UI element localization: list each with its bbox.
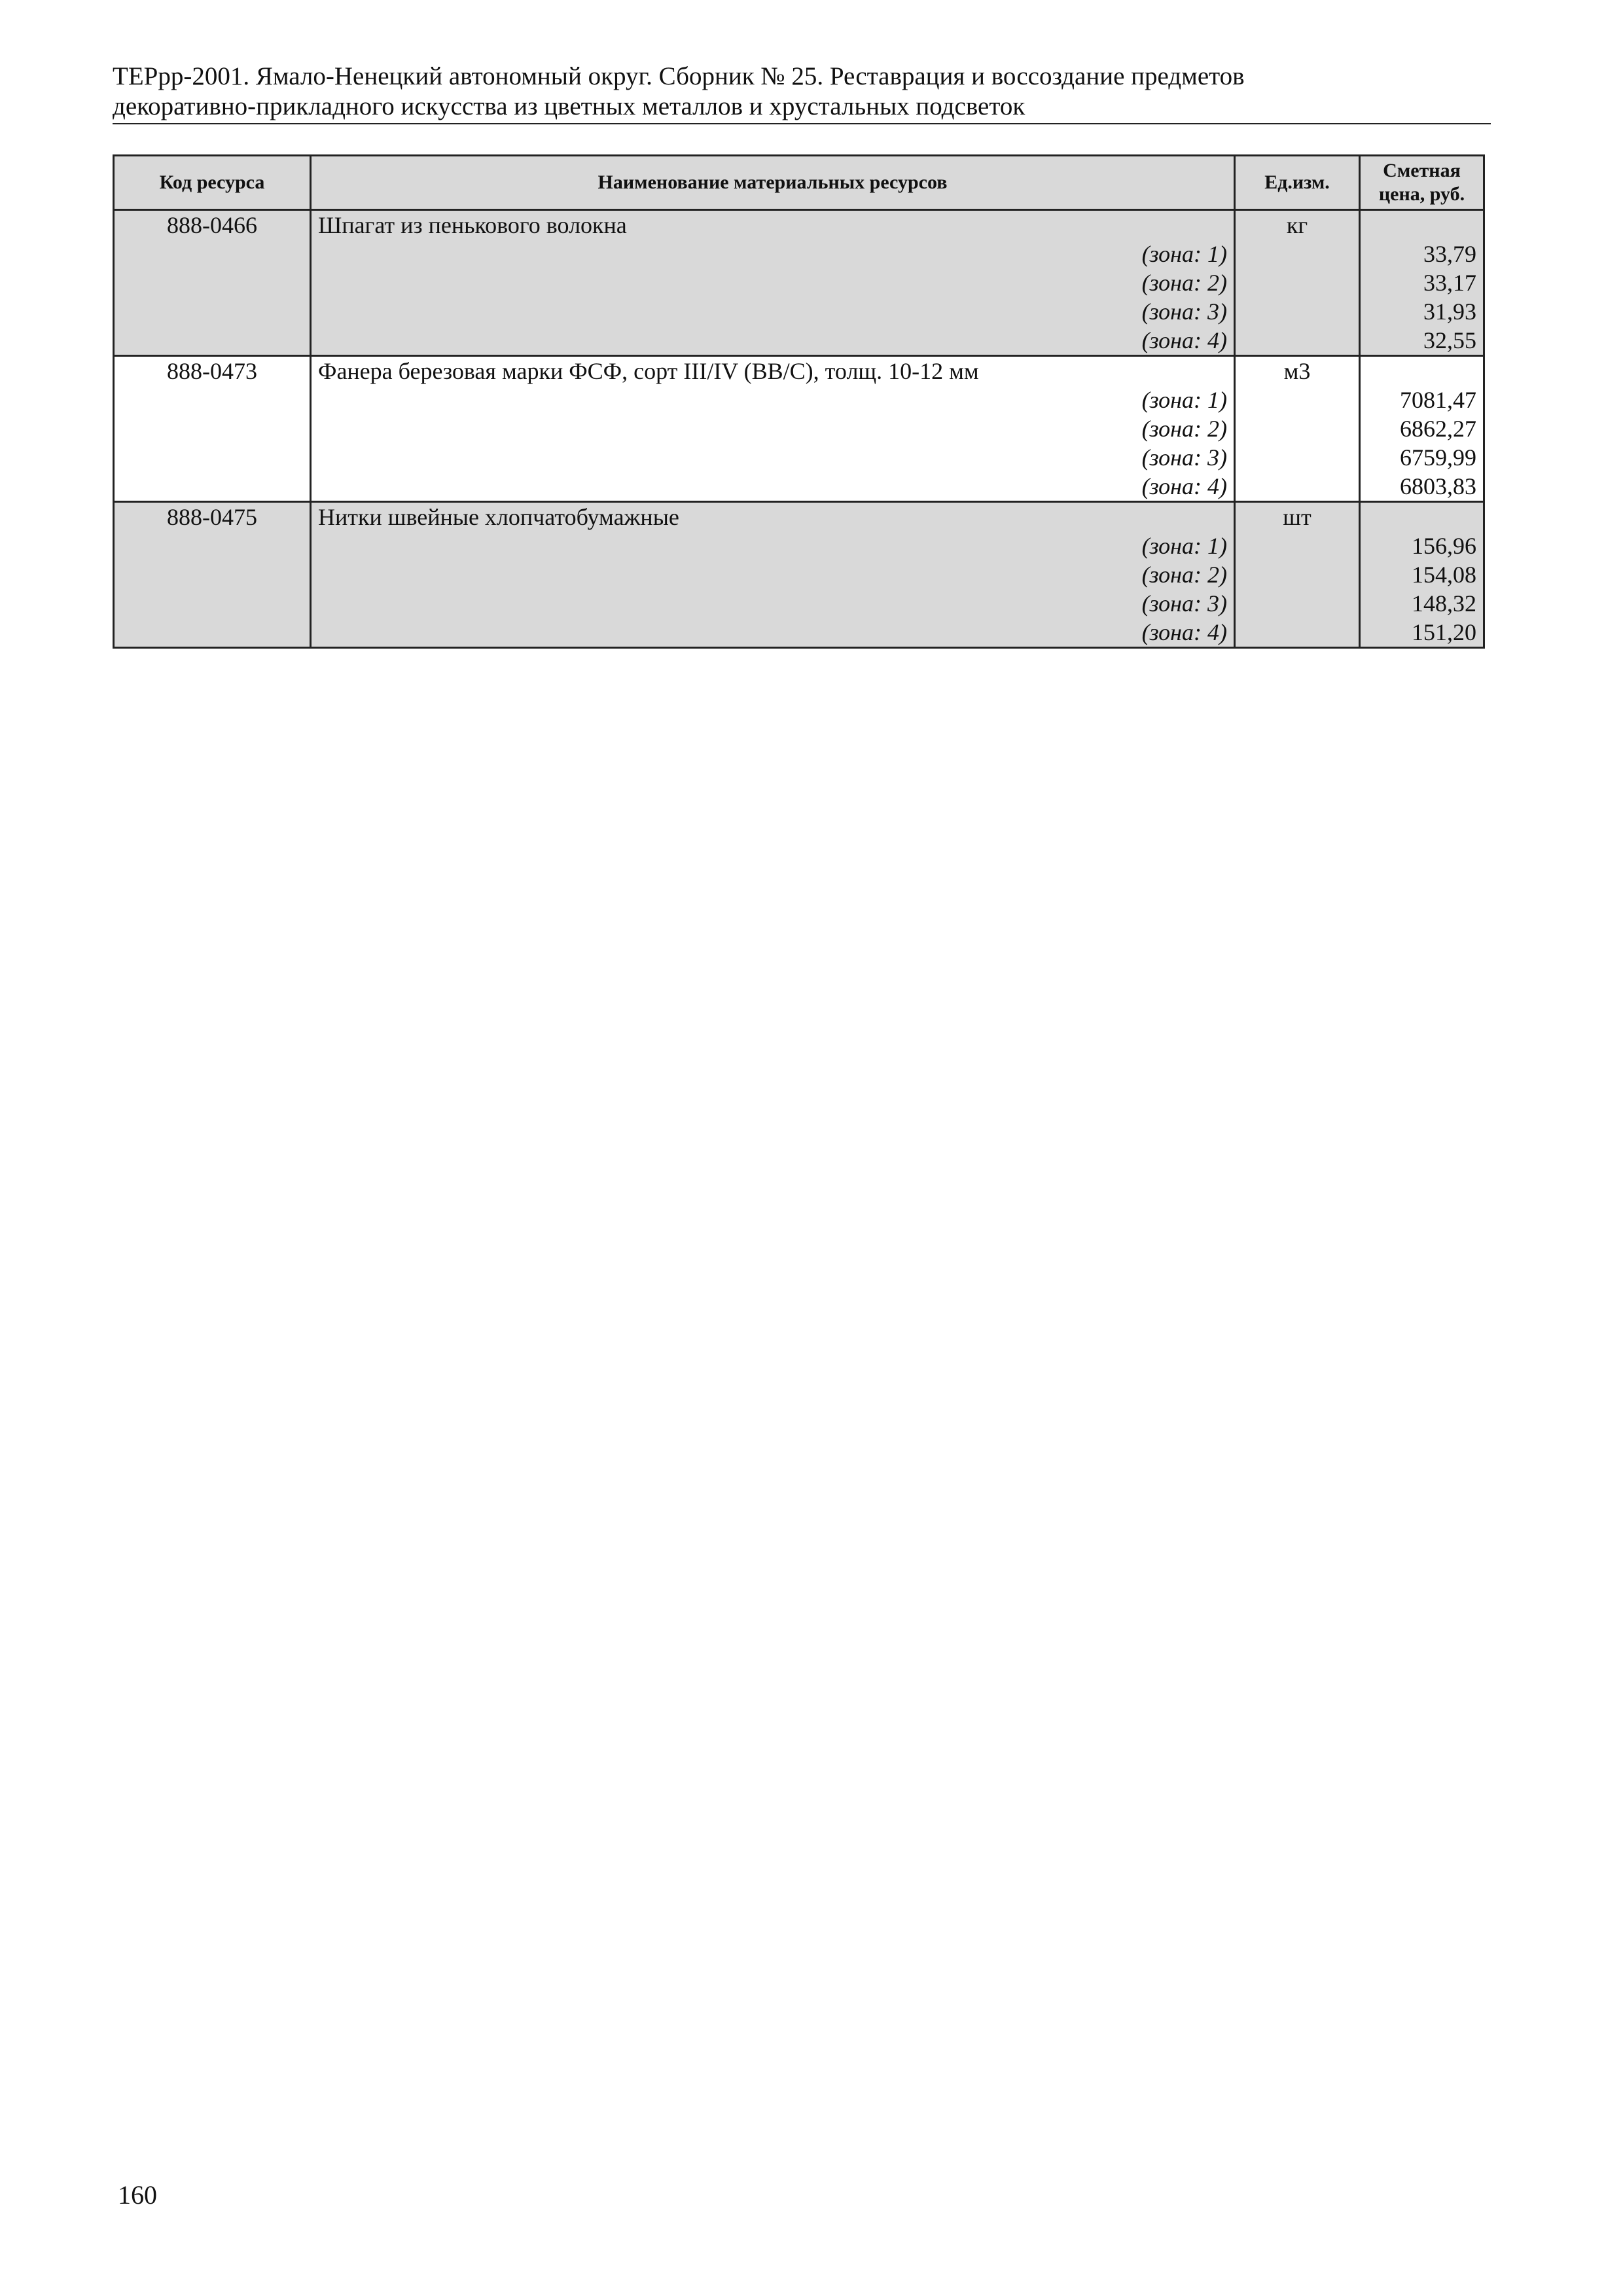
zone-price: 7081,47 [1360, 386, 1484, 414]
zone-price: 148,32 [1360, 589, 1484, 618]
column-header-price [1360, 156, 1484, 210]
zone-label: (зона: 2) [311, 414, 1235, 443]
zone-row [114, 443, 1484, 472]
zone-row [114, 414, 1484, 443]
header-line-1: ТЕРрр-2001. Ямало-Ненецкий автономный округ. Сборник № 25. Реставрация и воссоздание предметов [113, 62, 1245, 90]
column-header-price-line-2: цена, руб. [1378, 183, 1465, 205]
zone-label: (зона: 3) [311, 589, 1235, 618]
running-header [113, 62, 1491, 124]
zone-label: (зона: 1) [311, 386, 1235, 414]
resource-name: Шпагат из пенькового волокна [311, 210, 1235, 240]
zone-label: (зона: 2) [311, 268, 1235, 297]
zone-price: 32,55 [1360, 326, 1484, 356]
zone-row [114, 618, 1484, 648]
resource-code: 888-0475 [114, 502, 311, 532]
zone-label: (зона: 4) [311, 472, 1235, 502]
zone-label: (зона: 4) [311, 618, 1235, 648]
resource-row [114, 356, 1484, 386]
zone-row [114, 472, 1484, 502]
zone-label: (зона: 1) [311, 531, 1235, 560]
resource-unit: шт [1235, 502, 1360, 532]
zone-row [114, 589, 1484, 618]
resource-row [114, 502, 1484, 532]
zone-label: (зона: 2) [311, 560, 1235, 589]
zone-label: (зона: 3) [311, 443, 1235, 472]
zone-row [114, 297, 1484, 326]
zone-price: 156,96 [1360, 531, 1484, 560]
zone-price: 33,17 [1360, 268, 1484, 297]
header-line-2: декоративно-прикладного искусства из цветных металлов и хрустальных подсветок [113, 92, 1026, 120]
resource-name: Нитки швейные хлопчатобумажные [311, 502, 1235, 532]
zone-row [114, 240, 1484, 268]
zone-row [114, 560, 1484, 589]
resource-row [114, 210, 1484, 240]
resource-unit: м3 [1235, 356, 1360, 386]
zone-price: 31,93 [1360, 297, 1484, 326]
resource-price-empty [1360, 356, 1484, 386]
zone-price: 6803,83 [1360, 472, 1484, 502]
zone-row [114, 386, 1484, 414]
zone-price: 6862,27 [1360, 414, 1484, 443]
resource-unit: кг [1235, 210, 1360, 240]
zone-row [114, 531, 1484, 560]
zone-price: 151,20 [1360, 618, 1484, 648]
zone-label: (зона: 1) [311, 240, 1235, 268]
resource-price-empty [1360, 210, 1484, 240]
resource-code: 888-0473 [114, 356, 311, 386]
column-header-price-line-1: Сметная [1383, 160, 1461, 181]
resource-price-table [113, 154, 1485, 649]
zone-label: (зона: 3) [311, 297, 1235, 326]
page-number: 160 [118, 2180, 157, 2210]
zone-label: (зона: 4) [311, 326, 1235, 356]
table-header-row [114, 156, 1484, 210]
zone-price: 6759,99 [1360, 443, 1484, 472]
zone-row [114, 326, 1484, 356]
resource-name: Фанера березовая марки ФСФ, сорт III/IV (ВВ/С), толщ. 10-12 мм [311, 356, 1235, 386]
zone-price: 154,08 [1360, 560, 1484, 589]
resource-code: 888-0466 [114, 210, 311, 240]
resource-price-empty [1360, 502, 1484, 532]
zone-price: 33,79 [1360, 240, 1484, 268]
column-header-code: Код ресурса [114, 156, 311, 210]
zone-row [114, 268, 1484, 297]
column-header-name: Наименование материальных ресурсов [311, 156, 1235, 210]
column-header-unit: Ед.изм. [1235, 156, 1360, 210]
